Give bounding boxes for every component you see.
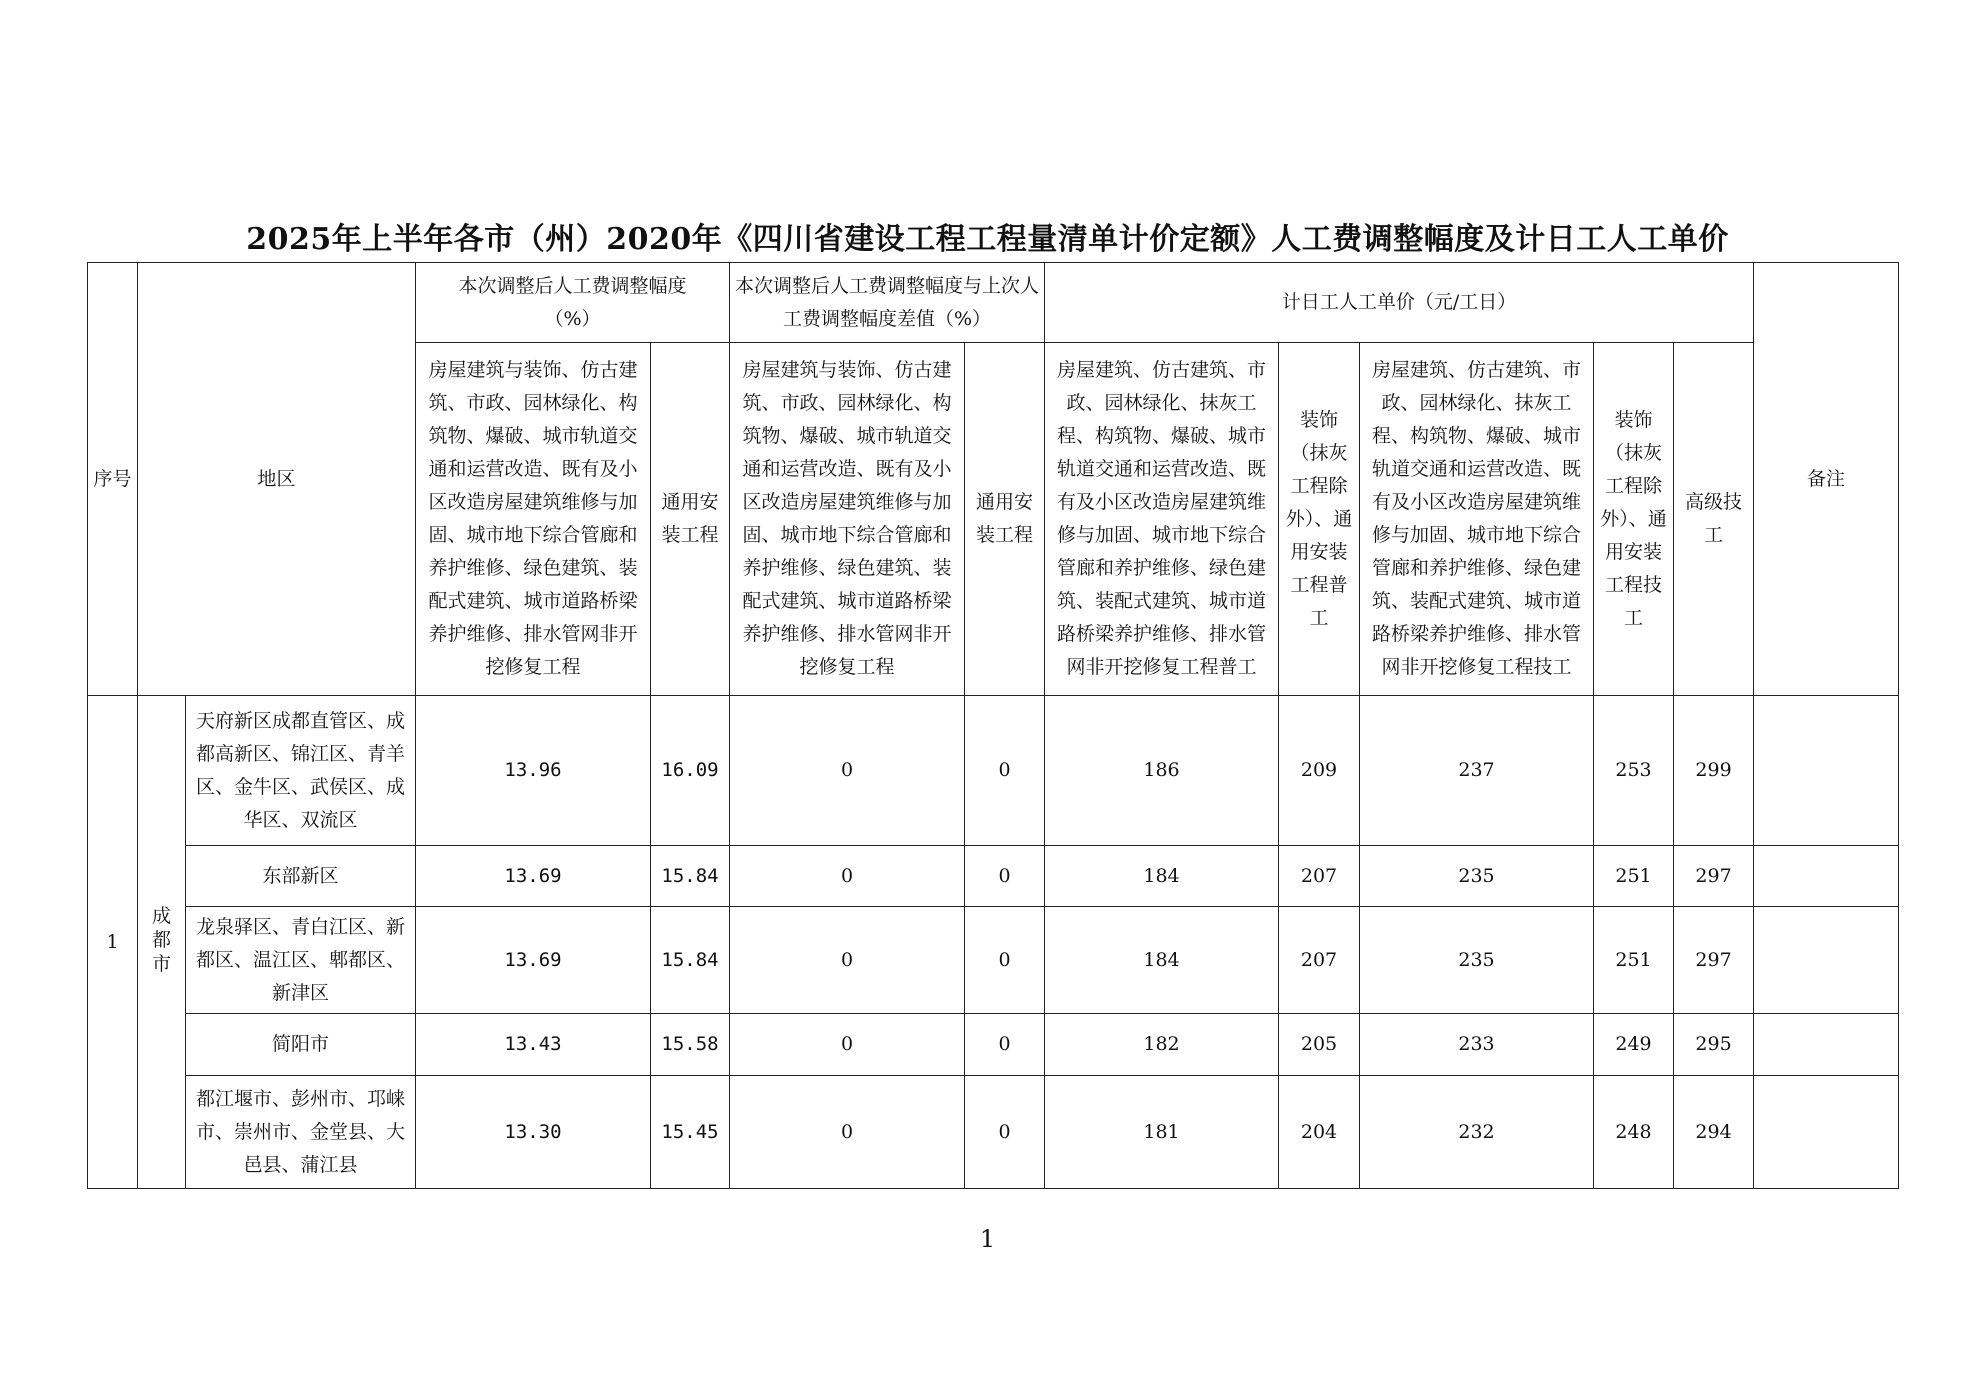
header-adjust-group: 本次调整后人工费调整幅度（%） [416,263,730,343]
cell-adj-install: 15.84 [651,846,730,907]
cell-day-senior: 294 [1674,1076,1754,1189]
cell-day-senior: 297 [1674,846,1754,907]
page-number: 1 [979,1225,996,1253]
cell-day-general: 182 [1045,1014,1279,1076]
row-district: 龙泉驿区、青白江区、新都区、温江区、郫都区、新津区 [186,907,416,1014]
header-day-tech: 房屋建筑、仿古建筑、市政、园林绿化、抹灰工程、构筑物、爆破、城市轨道交通和运营改造、既有及小区改造房屋建筑维修与加固、城市地下综合管廊和养护维修、绿色建筑、装配式建筑、城市道路桥梁养护维修、排水管网非开挖修复工程技工 [1360,343,1594,696]
cell-day-tech: 237 [1360,696,1594,846]
cell-diff-building: 0 [730,846,965,907]
row-seq: 1 [88,696,138,1189]
row-district: 天府新区成都直管区、成都高新区、锦江区、青羊区、金牛区、武侯区、成华区、双流区 [186,696,416,846]
cell-remark [1754,907,1899,1014]
cell-day-deco-tech: 253 [1594,696,1674,846]
cell-remark [1754,1014,1899,1076]
header-region: 地区 [138,263,416,696]
cell-diff-building: 0 [730,1014,965,1076]
row-district: 简阳市 [186,1014,416,1076]
table-row [88,1076,1899,1189]
cell-adj-install: 16.09 [651,696,730,846]
cell-adj-building: 13.69 [416,846,651,907]
cell-day-tech: 235 [1360,907,1594,1014]
cell-remark [1754,1076,1899,1189]
table-row [88,907,1899,1014]
header-row-1 [88,263,1899,343]
header-day-deco-tech: 装饰（抹灰工程除外）、通用安装工程技工 [1594,343,1674,696]
table-row [88,696,1899,846]
cell-day-deco-general: 209 [1279,696,1360,846]
cell-adj-building: 13.69 [416,907,651,1014]
row-city: 成都市 [138,696,186,1189]
cell-diff-install: 0 [965,846,1045,907]
cell-day-deco-tech: 249 [1594,1014,1674,1076]
header-day-deco-general: 装饰（抹灰工程除外）、通用安装工程普工 [1279,343,1360,696]
cell-day-general: 181 [1045,1076,1279,1189]
cell-day-tech: 233 [1360,1014,1594,1076]
cell-adj-building: 13.43 [416,1014,651,1076]
adjustment-table [87,262,1899,1189]
cell-day-senior: 297 [1674,907,1754,1014]
cell-adj-building: 13.96 [416,696,651,846]
row-district: 东部新区 [186,846,416,907]
cell-day-general: 184 [1045,846,1279,907]
header-adj-install: 通用安装工程 [651,343,730,696]
cell-day-general: 186 [1045,696,1279,846]
header-diff-install: 通用安装工程 [965,343,1045,696]
cell-adj-install: 15.84 [651,907,730,1014]
cell-adj-install: 15.58 [651,1014,730,1076]
header-day-senior: 高级技工 [1674,343,1754,696]
cell-diff-building: 0 [730,696,965,846]
cell-remark [1754,696,1899,846]
cell-day-tech: 232 [1360,1076,1594,1189]
header-remark: 备注 [1754,263,1899,696]
cell-day-senior: 295 [1674,1014,1754,1076]
cell-diff-building: 0 [730,907,965,1014]
header-diff-group: 本次调整后人工费调整幅度与上次人工费调整幅度差值（%） [730,263,1045,343]
row-district: 都江堰市、彭州市、邛崃市、崇州市、金堂县、大邑县、蒲江县 [186,1076,416,1189]
table-row [88,846,1899,907]
header-diff-building: 房屋建筑与装饰、仿古建筑、市政、园林绿化、构筑物、爆破、城市轨道交通和运营改造、既有及小区改造房屋建筑维修与加固、城市地下综合管廊和养护维修、绿色建筑、装配式建筑、城市道路桥梁养护维修、排水管网非开挖修复工程 [730,343,965,696]
cell-day-deco-tech: 251 [1594,907,1674,1014]
table-row [88,1014,1899,1076]
page-title: 2025年上半年各市（州）2020年《四川省建设工程工程量清单计价定额》人工费调整幅度及计日工人工单价 [246,222,1729,257]
cell-diff-install: 0 [965,1014,1045,1076]
header-daywork-group: 计日工人工单价（元/工日） [1045,263,1754,343]
header-day-general: 房屋建筑、仿古建筑、市政、园林绿化、抹灰工程、构筑物、爆破、城市轨道交通和运营改造、既有及小区改造房屋建筑维修与加固、城市地下综合管廊和养护维修、绿色建筑、装配式建筑、城市道路桥梁养护维修、排水管网非开挖修复工程普工 [1045,343,1279,696]
cell-diff-building: 0 [730,1076,965,1189]
cell-day-deco-tech: 251 [1594,846,1674,907]
cell-diff-install: 0 [965,696,1045,846]
cell-day-deco-general: 207 [1279,846,1360,907]
cell-diff-install: 0 [965,1076,1045,1189]
cell-remark [1754,846,1899,907]
cell-day-deco-general: 205 [1279,1014,1360,1076]
cell-day-deco-general: 204 [1279,1076,1360,1189]
cell-adj-install: 15.45 [651,1076,730,1189]
header-adj-building: 房屋建筑与装饰、仿古建筑、市政、园林绿化、构筑物、爆破、城市轨道交通和运营改造、既有及小区改造房屋建筑维修与加固、城市地下综合管廊和养护维修、绿色建筑、装配式建筑、城市道路桥梁养护维修、排水管网非开挖修复工程 [416,343,651,696]
cell-day-deco-general: 207 [1279,907,1360,1014]
header-seq: 序号 [88,263,138,696]
cell-day-senior: 299 [1674,696,1754,846]
cell-day-deco-tech: 248 [1594,1076,1674,1189]
cell-day-general: 184 [1045,907,1279,1014]
cell-adj-building: 13.30 [416,1076,651,1189]
cell-diff-install: 0 [965,907,1045,1014]
cell-day-tech: 235 [1360,846,1594,907]
